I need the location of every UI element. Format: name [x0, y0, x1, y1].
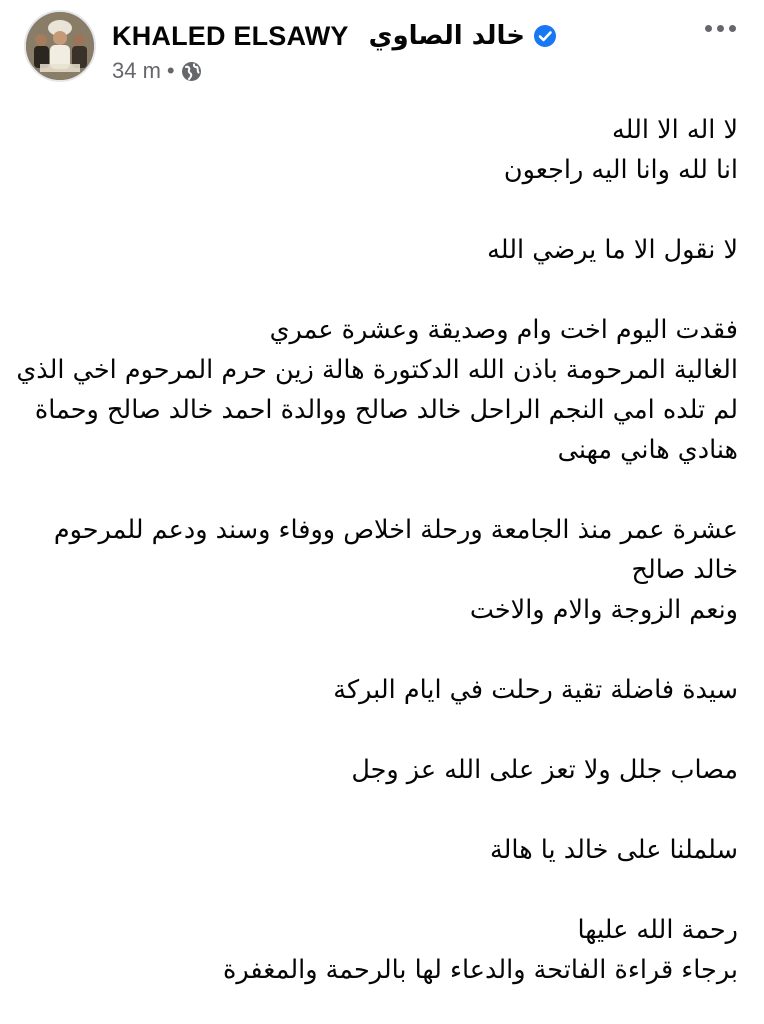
post-paragraph [22, 750, 738, 790]
post-text-line: سلملنا على خالد يا هالة [489, 835, 738, 865]
post-text-line: لم تلده امي النجم الراحل خالد صالح ووالدة احمد خالد صالح وحماة [34, 395, 738, 425]
post-paragraph [22, 510, 738, 630]
globe-icon[interactable] [181, 61, 202, 82]
more-options-icon[interactable] [700, 18, 740, 38]
post-paragraph [22, 230, 738, 270]
post-text-line: لا اله الا الله [612, 115, 738, 145]
post-paragraph [22, 670, 738, 710]
post-text-line: فقدت اليوم اخت وام وصديقة وعشرة عمري [269, 315, 738, 345]
author-name-row [112, 16, 557, 56]
post-text-line: هنادي هاني مهنى [557, 435, 738, 465]
verified-badge-icon [533, 24, 557, 48]
post-text-line: ونعم الزوجة والام والاخت [469, 595, 738, 625]
post-paragraph [22, 110, 738, 190]
post-text-line: انا لله وانا اليه راجعون [503, 155, 738, 185]
more-dot [717, 25, 724, 32]
author-name-arabic[interactable]: خالد الصاوي [368, 21, 525, 51]
post-paragraph [16, 310, 738, 470]
meta-separator: • [166, 58, 175, 83]
avatar[interactable] [24, 10, 96, 82]
post-text-line: مصاب جلل ولا تعز على الله عز وجل [351, 755, 738, 785]
post-text [16, 110, 738, 990]
post-meta [112, 58, 202, 84]
post-text-line: سيدة فاضلة تقية رحلت في ايام البركة [333, 675, 738, 705]
more-dot [705, 25, 712, 32]
post-text-line: لا نقول الا ما يرضي الله [487, 235, 738, 265]
author-name-english[interactable]: KHALED ELSAWY [112, 20, 349, 51]
post-paragraph [22, 830, 738, 870]
post-text-line: رحمة الله عليها [577, 915, 738, 945]
post-text-line: خالد صالح [631, 555, 738, 585]
post-header [24, 10, 740, 90]
post-text-line: برجاء قراءة الفاتحة والدعاء لها بالرحمة والمغفرة [222, 955, 738, 985]
more-dot [729, 25, 736, 32]
post-paragraph [22, 910, 738, 990]
post-text-line: الغالية المرحومة باذن الله الدكتورة هالة زين حرم المرحوم اخي الذي [16, 355, 738, 385]
post-timestamp[interactable]: 34 m [112, 58, 161, 83]
post-text-line: عشرة عمر منذ الجامعة ورحلة اخلاص ووفاء وسند ودعم للمرحوم [53, 515, 738, 545]
